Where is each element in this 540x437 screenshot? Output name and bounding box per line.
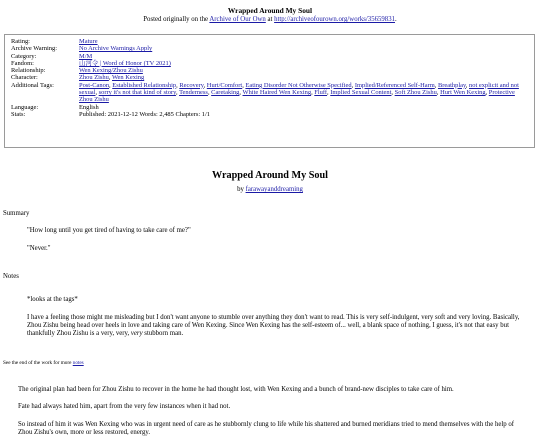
meta-label: Stats:	[11, 110, 26, 118]
tag-link[interactable]: Protective Zhou Zishu	[79, 89, 515, 104]
relationship-link[interactable]: Wen Kexing/Zhou Zishu	[79, 67, 143, 75]
meta-label: Archive Warning:	[11, 45, 58, 53]
story-paragraph: Fate had always hated him, apart from the very few instances when it had not.	[18, 403, 231, 411]
character-list	[79, 74, 529, 81]
summary-paragraph: "Never."	[27, 245, 51, 253]
list-separator: ,	[327, 89, 331, 97]
meta-tags-row	[11, 82, 529, 104]
meta-label: Additional Tags:	[11, 81, 54, 89]
tag-link[interactable]: Implied Sexual Content	[330, 89, 392, 97]
meta-category-row	[11, 53, 529, 60]
meta-character-row	[11, 74, 529, 81]
summary-paragraph: "How long until you get tired of having to take care of me?"	[27, 227, 191, 234]
list-separator: ,	[239, 89, 243, 97]
author-link[interactable]: farawayanddreaming	[245, 186, 303, 193]
list-separator: ,	[351, 81, 355, 89]
meta-label: Rating:	[11, 38, 30, 45]
posted-prefix: Posted originally on the	[143, 16, 210, 23]
rating-link[interactable]: Mature	[79, 38, 98, 45]
document-title: Wrapped Around My Soul	[227, 6, 313, 15]
byline-prefix: by	[237, 186, 246, 193]
stats-value: Published: 2021-12-12 Words: 2,485 Chapters: 1/1	[79, 110, 210, 118]
tag-link[interactable]: Tenderness	[179, 89, 208, 97]
archive-link[interactable]: Archive of Our Own	[209, 16, 266, 23]
warning-link[interactable]: No Archive Warnings Apply	[79, 45, 153, 53]
meta-warning-row	[11, 45, 529, 52]
byline	[0, 186, 540, 193]
notes-text: I have a feeling those might me misleading but I don't want anyone to stumble over anything they don't want to read. This is very self-indulgent, very soft and very loving. Basically, Zhou Zishu being head over heels in love and taking care of Wen Kexing. Since Wen Kexing has the self-esteem of... well, a blank space of nothing, I guess, it's not that easy but thankfully Zhou Zishu is a very, very,	[27, 313, 520, 338]
tag-link[interactable]: Recovery	[179, 81, 204, 89]
posted-mid: at	[265, 16, 275, 23]
work-metadata-box	[4, 34, 535, 148]
character-link[interactable]: Zhou Zishu	[79, 74, 109, 82]
meta-label: Language:	[11, 103, 39, 111]
tag-link[interactable]: Post-Canon	[79, 81, 110, 89]
summary-heading: Summary	[3, 210, 30, 217]
notes-paragraph	[27, 314, 527, 339]
list-separator: ,	[109, 81, 113, 89]
end-notes-text: See the end of the work for more	[3, 360, 73, 367]
list-separator: ,	[175, 89, 180, 97]
list-separator: ,	[311, 89, 315, 97]
meta-fandom-row	[11, 60, 529, 67]
tag-link[interactable]: sorry it's not that kind of story	[98, 89, 176, 97]
list-separator: ,	[203, 81, 207, 89]
list-separator: ,	[391, 89, 395, 97]
meta-label: Character:	[11, 74, 38, 82]
tag-link[interactable]: Fluff	[314, 89, 328, 97]
tag-link[interactable]: Eating Disorder Not Otherwise Specified	[245, 81, 352, 89]
language-value: English	[79, 103, 99, 111]
tag-link[interactable]: Hurt/Comfort	[206, 81, 243, 89]
end-notes-link[interactable]: notes	[72, 360, 84, 367]
posted-suffix: .	[395, 16, 397, 23]
posted-line	[0, 16, 540, 23]
character-link[interactable]: Wen Kexing	[111, 74, 145, 82]
notes-text-end: stubborn man.	[142, 330, 184, 338]
end-notes-pointer	[3, 360, 540, 366]
category-link[interactable]: M/M	[79, 52, 93, 60]
meta-label: Fandom:	[11, 59, 34, 67]
work-url-link[interactable]: http://archiveofourown.org/works/35659831	[274, 16, 395, 23]
list-separator: ,	[95, 89, 99, 97]
tag-link[interactable]: not explicit and not sexual	[79, 81, 519, 97]
tag-link[interactable]: Soft Zhou Zishu	[394, 89, 437, 97]
notes-heading: Notes	[3, 273, 19, 281]
work-title: Wrapped Around My Soul	[212, 170, 328, 181]
story-paragraph: So instead of him it was Wen Kexing who was in urgent need of care as he stubbornly clung to life while his shattered and burned meridians tried to mend themselves with the help of Zhou Zishu's own, more or less restored, energy.	[18, 420, 515, 436]
tag-link[interactable]: Breathplay	[437, 81, 466, 89]
list-separator: ,	[108, 74, 112, 82]
list-separator: ,	[207, 89, 212, 97]
list-separator: ,	[242, 81, 246, 89]
notes-emphasis: very	[130, 330, 143, 338]
tag-link[interactable]: White Haired Wen Kexing	[242, 89, 312, 97]
tag-link[interactable]: Implied/Referenced Self-Harm	[354, 81, 435, 89]
tag-link[interactable]: Established Relationship	[112, 81, 177, 89]
story-paragraph: The original plan had been for Zhou Zishu to recover in the home he had thought lost, with Wen Kexing and a bunch of brand-new disciples to take care of him.	[18, 386, 454, 394]
list-separator: ,	[436, 89, 441, 97]
meta-rating-row	[11, 38, 529, 45]
list-separator: ,	[176, 81, 180, 89]
meta-language-row	[11, 104, 529, 111]
meta-stats-row	[11, 111, 529, 118]
meta-relationship-row	[11, 67, 529, 74]
meta-label: Category:	[11, 52, 37, 60]
meta-label: Relationship:	[11, 67, 46, 75]
tag-list	[79, 82, 529, 104]
fandom-link[interactable]: 山河令 | Word of Honor (TV 2021)	[79, 59, 171, 67]
document-header	[0, 0, 540, 23]
tag-link[interactable]: Caretaking	[211, 89, 240, 97]
list-separator: ,	[485, 89, 489, 97]
list-separator: ,	[465, 81, 470, 89]
tag-link[interactable]: Hurt Wen Kexing	[440, 89, 486, 97]
notes-paragraph: *looks at the tags*	[27, 296, 78, 304]
list-separator: ,	[434, 81, 438, 89]
